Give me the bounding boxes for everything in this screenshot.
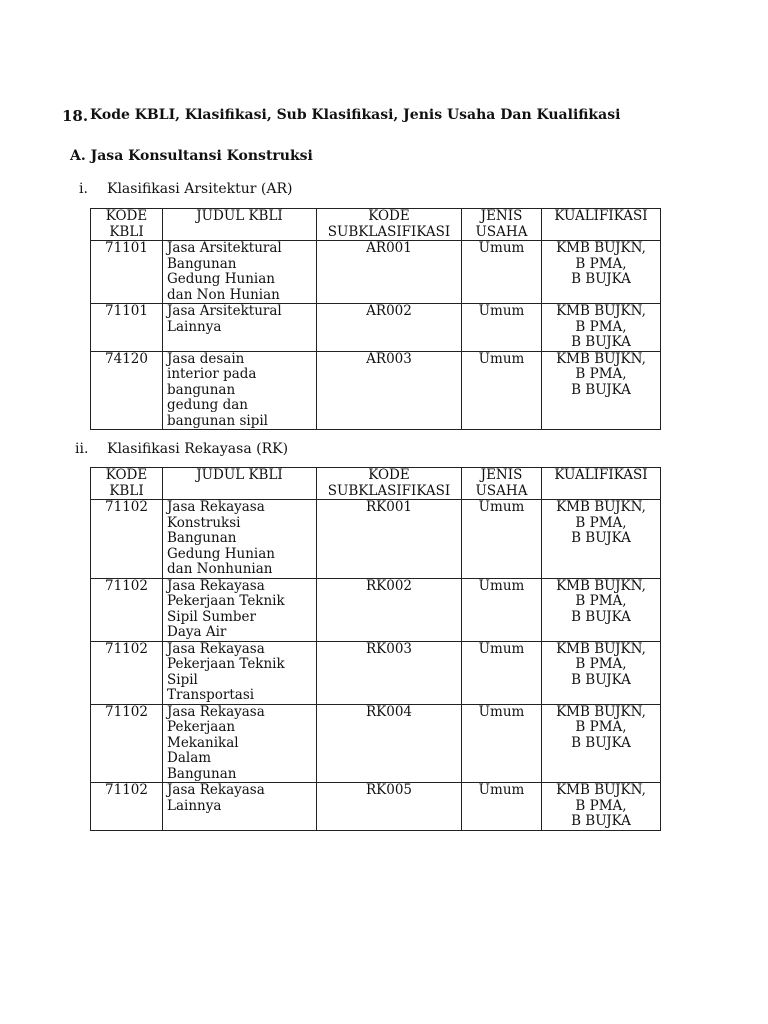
classification-table-ar	[90, 208, 661, 430]
judul-kbli-line: Pekerjaan	[167, 719, 236, 735]
column-header-line: USAHA	[475, 223, 528, 240]
section-number: 18.	[62, 107, 89, 125]
kode-subklasifikasi-cell: RK003	[317, 641, 462, 704]
kode-subklasifikasi-cell: RK004	[317, 704, 462, 783]
column-header-line: JUDUL KBLI	[196, 208, 283, 224]
kode-kbli-cell: 71102	[91, 783, 163, 831]
judul-kbli-line: Sipil	[167, 671, 198, 688]
judul-kbli-line: Jasa Arsitektural	[167, 303, 282, 319]
column-header-line: KBLI	[109, 223, 144, 240]
subsection-title: A. Jasa Konsultansi Konstruksi	[70, 148, 313, 164]
column-header-kualifikasi	[542, 209, 661, 241]
kode-subklasifikasi-cell: RK002	[317, 578, 462, 641]
kualifikasi-cell	[542, 304, 661, 352]
kualifikasi-cell	[542, 783, 661, 831]
judul-kbli-line: Jasa Rekayasa	[167, 640, 265, 657]
kode-subklasifikasi-cell: AR003	[317, 351, 462, 430]
judul-kbli-line: Jasa Arsitektural	[167, 240, 282, 256]
judul-kbli-cell	[163, 241, 317, 304]
kualifikasi-line: B BUJKA	[571, 334, 631, 350]
jenis-usaha-cell: Umum	[462, 641, 542, 704]
column-header-kode-sub	[317, 468, 462, 500]
column-header-kode-kbli	[91, 209, 163, 241]
table-header-row	[91, 468, 661, 500]
judul-kbli-cell	[163, 304, 317, 352]
kualifikasi-line: KMB BUJKN,	[556, 703, 646, 720]
classification-numeral: i.	[79, 181, 88, 197]
kode-kbli-cell: 71101	[91, 304, 163, 352]
classification-title: Klasifikasi Arsitektur (AR)	[107, 181, 293, 197]
column-header-kode-kbli	[91, 468, 163, 500]
judul-kbli-line: interior pada	[167, 366, 257, 382]
judul-kbli-line: Sipil Sumber	[167, 608, 256, 625]
jenis-usaha-cell: Umum	[462, 578, 542, 641]
column-header-line: JUDUL KBLI	[196, 467, 283, 483]
kode-subklasifikasi-cell: RK005	[317, 783, 462, 831]
kode-kbli-cell: 71102	[91, 641, 163, 704]
judul-kbli-line: dan Nonhunian	[167, 561, 273, 577]
column-header-line: KUALIFIKASI	[554, 208, 648, 224]
jenis-usaha-cell: Umum	[462, 783, 542, 831]
kode-kbli-cell: 71102	[91, 578, 163, 641]
judul-kbli-line: Bangunan	[167, 530, 237, 546]
kualifikasi-line: B BUJKA	[571, 608, 631, 625]
table-row	[91, 351, 661, 430]
judul-kbli-line: Lainnya	[167, 797, 222, 814]
kualifikasi-line: B PMA,	[575, 366, 627, 382]
table-row	[91, 500, 661, 579]
judul-kbli-cell	[163, 351, 317, 430]
judul-kbli-line: Dalam	[167, 750, 212, 766]
judul-kbli-line: Jasa Rekayasa	[167, 577, 265, 594]
kualifikasi-cell	[542, 578, 661, 641]
kualifikasi-line: B BUJKA	[571, 813, 631, 829]
judul-kbli-line: gedung dan	[167, 397, 248, 413]
judul-kbli-cell	[163, 500, 317, 579]
table-row	[91, 241, 661, 304]
judul-kbli-line: Konstruksi	[167, 514, 241, 531]
judul-kbli-cell	[163, 783, 317, 831]
kode-kbli-cell: 71102	[91, 704, 163, 783]
judul-kbli-line: Bangunan	[167, 255, 237, 272]
kualifikasi-line: KMB BUJKN,	[556, 640, 646, 657]
column-header-line: USAHA	[475, 482, 528, 499]
column-header-judul-kbli	[163, 209, 317, 241]
judul-kbli-line: Lainnya	[167, 318, 222, 335]
kualifikasi-line: B PMA,	[575, 797, 627, 814]
column-header-kode-sub	[317, 209, 462, 241]
judul-kbli-line: bangunan sipil	[167, 412, 268, 429]
column-header-line: KUALIFIKASI	[554, 467, 648, 483]
judul-kbli-line: Pekerjaan Teknik	[167, 593, 285, 609]
column-header-line: JENIS	[480, 208, 523, 224]
column-header-line: KODE	[105, 467, 148, 483]
kode-kbli-cell: 74120	[91, 351, 163, 430]
kualifikasi-cell	[542, 641, 661, 704]
column-header-line: SUBKLASIFIKASI	[327, 482, 451, 499]
kualifikasi-line: B PMA,	[575, 719, 627, 735]
column-header-kualifikasi	[542, 468, 661, 500]
kualifikasi-cell	[542, 241, 661, 304]
kualifikasi-line: B PMA,	[575, 318, 627, 335]
judul-kbli-line: bangunan	[167, 381, 236, 398]
judul-kbli-cell	[163, 704, 317, 783]
kualifikasi-line: B PMA,	[575, 514, 627, 531]
kualifikasi-line: B BUJKA	[571, 271, 631, 287]
kualifikasi-line: KMB BUJKN,	[556, 577, 646, 594]
column-header-line: KODE	[368, 467, 410, 483]
jenis-usaha-cell: Umum	[462, 500, 542, 579]
kualifikasi-cell	[542, 500, 661, 579]
kualifikasi-line: B PMA,	[575, 255, 627, 272]
kualifikasi-line: KMB BUJKN,	[556, 240, 646, 256]
kualifikasi-cell	[542, 704, 661, 783]
kode-kbli-cell: 71102	[91, 500, 163, 579]
judul-kbli-line: Gedung Hunian	[167, 545, 275, 562]
table-row	[91, 578, 661, 641]
jenis-usaha-cell: Umum	[462, 241, 542, 304]
kualifikasi-line: B BUJKA	[571, 381, 631, 398]
table-row	[91, 704, 661, 783]
table-row	[91, 783, 661, 831]
column-header-jenis-usaha	[462, 209, 542, 241]
kualifikasi-line: KMB BUJKN,	[556, 303, 646, 319]
kode-subklasifikasi-cell: AR001	[317, 241, 462, 304]
column-header-line: KBLI	[109, 482, 144, 499]
jenis-usaha-cell: Umum	[462, 304, 542, 352]
jenis-usaha-cell: Umum	[462, 351, 542, 430]
kualifikasi-line: KMB BUJKN,	[556, 499, 646, 515]
judul-kbli-cell	[163, 641, 317, 704]
table-header-row	[91, 209, 661, 241]
kualifikasi-line: B BUJKA	[571, 671, 631, 688]
table-row	[91, 304, 661, 352]
judul-kbli-line: dan Non Hunian	[167, 286, 280, 303]
judul-kbli-cell	[163, 578, 317, 641]
jenis-usaha-cell: Umum	[462, 704, 542, 783]
classification-title: Klasifikasi Rekayasa (RK)	[107, 441, 289, 457]
judul-kbli-line: Bangunan	[167, 765, 237, 782]
judul-kbli-line: Gedung Hunian	[167, 271, 275, 287]
column-header-line: JENIS	[480, 467, 523, 483]
kode-subklasifikasi-cell: AR002	[317, 304, 462, 352]
column-header-judul-kbli	[163, 468, 317, 500]
column-header-line: KODE	[368, 208, 410, 224]
judul-kbli-line: Daya Air	[167, 624, 227, 640]
table-row	[91, 641, 661, 704]
kualifikasi-cell	[542, 351, 661, 430]
judul-kbli-line: Pekerjaan Teknik	[167, 656, 285, 672]
kode-subklasifikasi-cell: RK001	[317, 500, 462, 579]
judul-kbli-line: Jasa desain	[167, 350, 245, 367]
kualifikasi-line: B PMA,	[575, 656, 627, 672]
column-header-jenis-usaha	[462, 468, 542, 500]
classification-numeral: ii.	[75, 441, 89, 457]
kualifikasi-line: B BUJKA	[571, 530, 631, 546]
kualifikasi-line: KMB BUJKN,	[556, 782, 646, 798]
column-header-line: KODE	[105, 208, 148, 224]
column-header-line: SUBKLASIFIKASI	[327, 223, 451, 240]
judul-kbli-line: Jasa Rekayasa	[167, 499, 265, 515]
kode-kbli-cell: 71101	[91, 241, 163, 304]
kualifikasi-line: B PMA,	[575, 593, 627, 609]
judul-kbli-line: Jasa Rekayasa	[167, 782, 265, 798]
kualifikasi-line: B BUJKA	[571, 734, 631, 751]
section-title: Kode KBLI, Klasifikasi, Sub Klasifikasi, Jenis Usaha Dan Kualifikasi	[90, 107, 621, 123]
judul-kbli-line: Jasa Rekayasa	[167, 703, 265, 720]
kualifikasi-line: KMB BUJKN,	[556, 350, 646, 367]
classification-table-rk	[90, 467, 661, 831]
judul-kbli-line: Mekanikal	[167, 734, 239, 751]
judul-kbli-line: Transportasi	[167, 687, 255, 703]
